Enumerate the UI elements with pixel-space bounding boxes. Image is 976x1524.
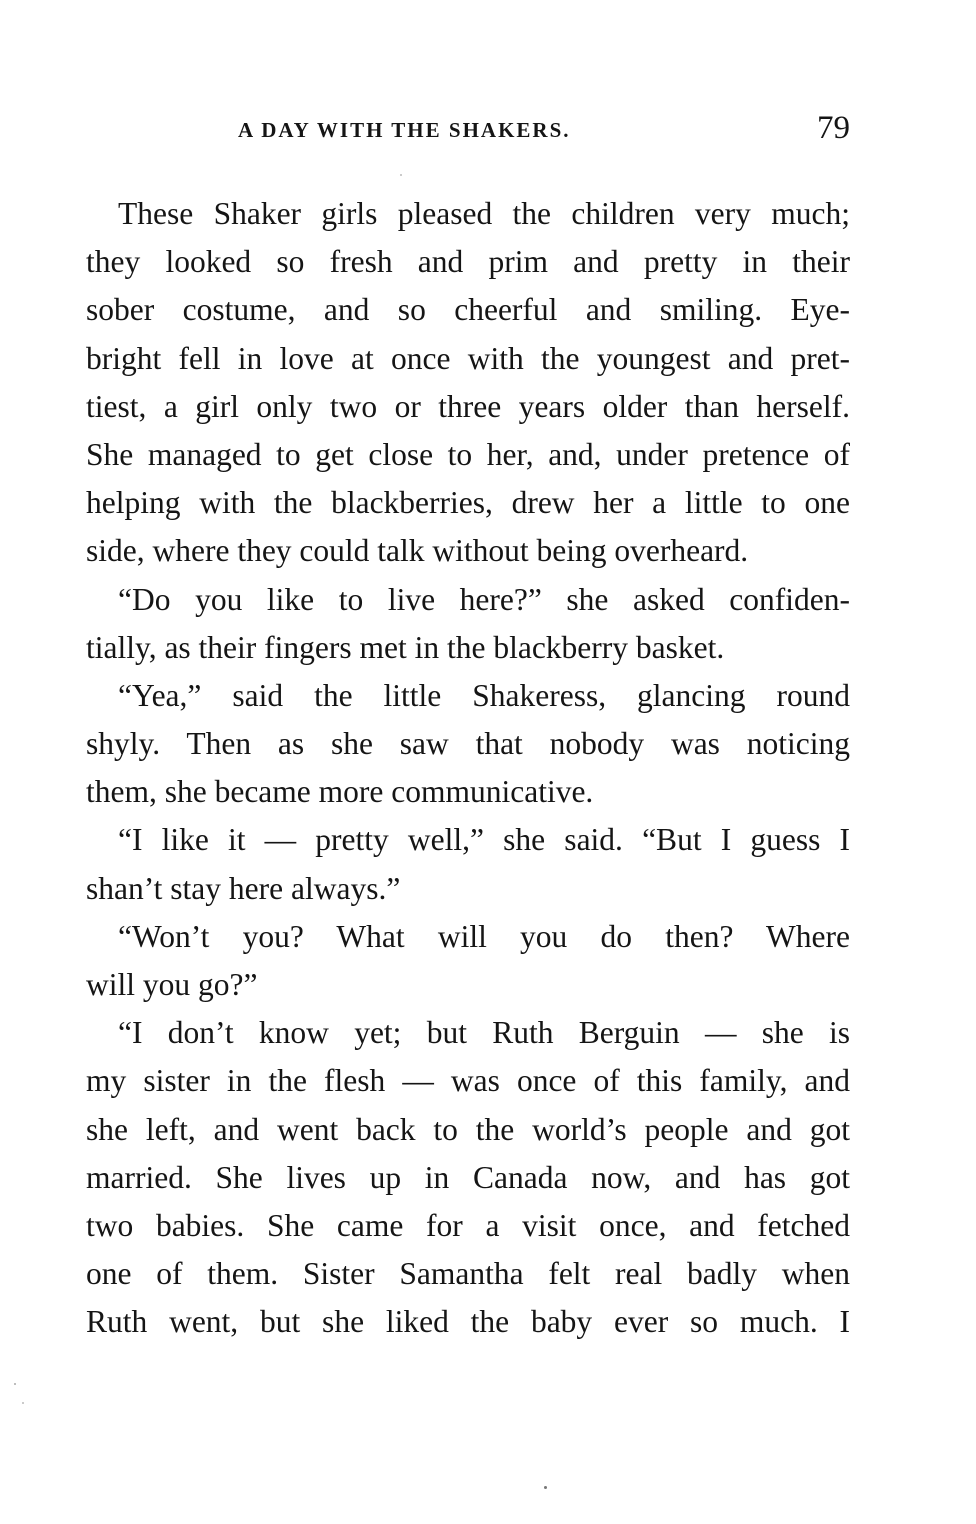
text-line: tially, as their fingers met in the blackberry basket.	[86, 629, 725, 665]
text-line: my sister in the flesh — was once of this family, and	[86, 1063, 850, 1099]
paper-speck	[400, 174, 402, 176]
text-line: will you go?”	[86, 967, 258, 1002]
text-line: “Won’t you? What will you do then? Where	[118, 918, 850, 954]
text-line: bright fell in love at once with the youngest and pret-	[86, 340, 850, 376]
text-line: tiest, a girl only two or three years older than herself.	[86, 388, 850, 424]
text-line: helping with the blackberries, drew her a little to one	[86, 485, 850, 521]
text-line: These Shaker girls pleased the children very much;	[118, 196, 850, 231]
text-line: side, where they could talk without being overheard.	[86, 533, 749, 569]
text-line: She managed to get close to her, and, under pretence of	[86, 436, 850, 472]
text-line: shyly. Then as she saw that nobody was noticing	[86, 726, 850, 762]
text-line: she left, and went back to the world’s people and got	[86, 1111, 850, 1147]
paper-speck	[544, 1486, 547, 1489]
text-line: shan’t stay here always.”	[86, 870, 401, 906]
text-line: Ruth went, but she liked the baby ever so much. I	[86, 1304, 850, 1340]
page-header	[86, 110, 850, 154]
body-text	[86, 190, 850, 1347]
paper-speck	[22, 1402, 24, 1404]
text-line: “Yea,” said the little Shakeress, glancing round	[118, 677, 850, 713]
text-line: they looked so fresh and prim and pretty in their	[86, 244, 850, 280]
text-line: them, she became more communicative.	[86, 774, 594, 810]
running-title: A DAY WITH THE SHAKERS.	[238, 118, 571, 142]
paper-speck	[14, 1383, 16, 1385]
text-line: “I like it — pretty well,” she said. “But I guess I	[118, 822, 850, 858]
text-line: two babies. She came for a visit once, and fetched	[86, 1207, 850, 1243]
text-line: one of them. Sister Samantha felt real badly when	[86, 1256, 850, 1292]
text-line: sober costume, and so cheerful and smiling. Eye-	[86, 292, 850, 328]
text-line: married. She lives up in Canada now, and has got	[86, 1159, 850, 1195]
text-line: “Do you like to live here?” she asked confiden-	[118, 581, 850, 617]
text-line: “I don’t know yet; but Ruth Berguin — she is	[118, 1015, 850, 1051]
page-number: 79	[817, 110, 850, 146]
